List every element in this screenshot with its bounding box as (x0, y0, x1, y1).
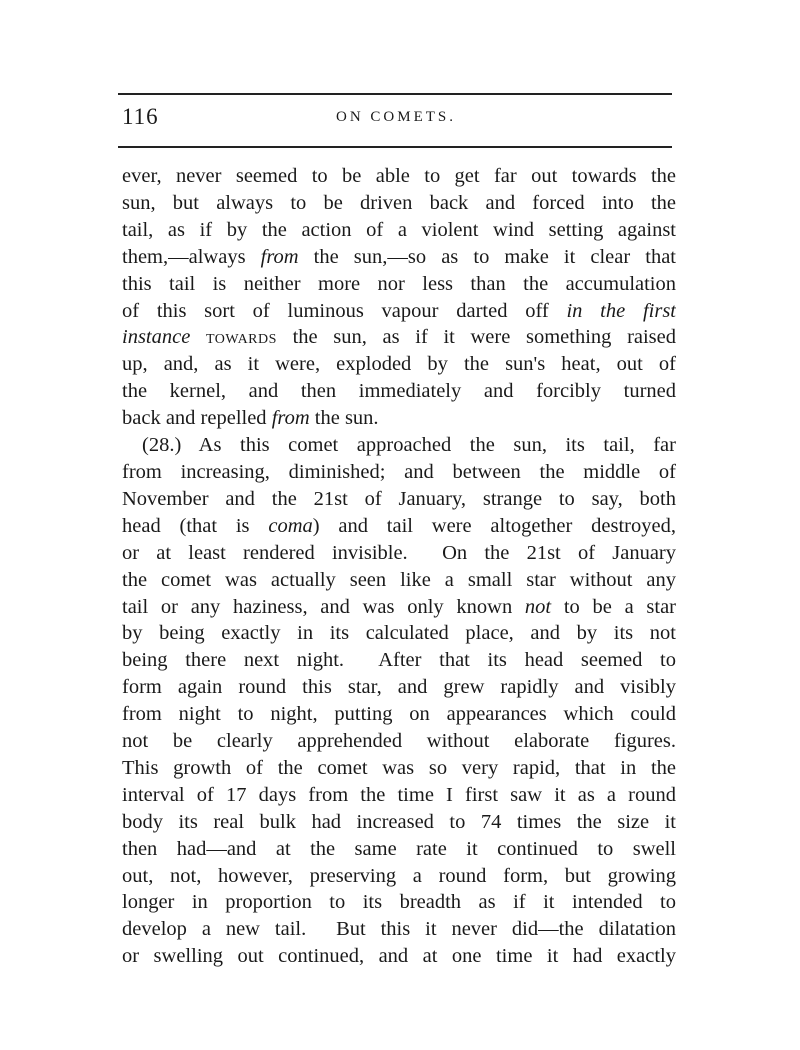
text-line (122, 432, 676, 459)
text-segment: from (260, 245, 299, 268)
header-rule-top (118, 93, 672, 95)
text-line (122, 728, 676, 755)
text-segment: or swelling out continued, and at one time it had exactly (122, 945, 676, 968)
text-line (122, 889, 676, 916)
text-line (122, 916, 676, 943)
text-line (122, 782, 676, 809)
text-segment (190, 326, 206, 348)
text-segment: towards (206, 326, 277, 349)
text-segment: them,—always (122, 245, 261, 268)
text-segment: This growth of the comet was so very rapid, that in the (122, 756, 676, 779)
text-line (122, 863, 676, 890)
text-segment: body its real bulk had increased to 74 times the size it (122, 810, 676, 833)
text-segment: coma (268, 514, 313, 537)
page-header (120, 104, 672, 134)
text-line (122, 486, 676, 513)
text-segment: by being exactly in its calculated place, and by its not (122, 622, 676, 645)
text-segment: ) and tail were altogether destroyed, (312, 514, 676, 537)
body-text (122, 163, 676, 970)
text-line (122, 244, 676, 271)
text-segment: tail or any haziness, and was only known (122, 595, 525, 618)
text-line (122, 298, 676, 325)
text-segment: from increasing, diminished; and between the middle of (122, 460, 676, 483)
text-segment: ever, never seemed to be able to get far out towards the (122, 165, 676, 187)
text-line (122, 836, 676, 863)
text-line (122, 620, 676, 647)
text-segment: from night to night, putting on appearances which could (122, 703, 676, 726)
text-segment: form again round this star, and grew rapidly and visibly (122, 676, 676, 699)
text-line (122, 674, 676, 701)
text-segment: longer in proportion to its breadth as if it intended to (122, 891, 676, 914)
text-segment: in the first (566, 299, 676, 322)
text-line (122, 324, 676, 351)
text-line (122, 943, 676, 970)
text-line (122, 809, 676, 836)
text-line (122, 513, 676, 540)
text-segment: the sun,—so as to make it clear that (298, 245, 676, 268)
text-segment: sun, but always to be driven back and forced into the (122, 191, 676, 214)
running-head: ON COMETS. (335, 109, 456, 125)
text-segment: the sun, as if it were something raised (276, 326, 676, 349)
text-line (122, 351, 676, 378)
text-segment: or at least rendered invisible. On the 21st of January (122, 541, 676, 564)
text-segment: November and the 21st of January, strange to say, both (122, 487, 676, 510)
text-segment: then had—and at the same rate it continued to swell (122, 837, 676, 860)
text-segment: not (524, 595, 552, 618)
text-segment: this tail is neither more nor less than the accumulation (122, 272, 676, 295)
text-line (122, 540, 676, 567)
text-segment: the kernel, and then immediately and forcibly turned (122, 380, 676, 403)
text-segment: up, and, as it were, exploded by the sun's heat, out of (122, 353, 676, 376)
text-segment: the comet was actually seen like a small star without any (122, 568, 676, 591)
page-number: 116 (122, 104, 159, 129)
text-line (122, 163, 676, 190)
text-line (122, 217, 676, 244)
text-segment: out, not, however, preserving a round form, but growing (122, 864, 676, 887)
text-segment: develop a new tail. But this it never did—the dilatation (122, 918, 676, 941)
text-line (122, 405, 676, 432)
text-segment: head (that is (122, 514, 269, 537)
text-segment: not be clearly apprehended without elaborate figures. (122, 730, 676, 753)
text-line (122, 701, 676, 728)
text-segment: to be a star (551, 595, 676, 618)
text-segment: tail, as if by the action of a violent wind setting against (122, 218, 676, 241)
text-segment: of this sort of luminous vapour darted off (122, 299, 567, 322)
text-segment: back and repelled (122, 407, 272, 430)
text-line (122, 459, 676, 486)
text-segment: being there next night. After that its head seemed to (122, 649, 676, 672)
text-line (122, 567, 676, 594)
text-line (122, 647, 676, 674)
text-segment: the sun. (309, 407, 379, 430)
text-line (122, 271, 676, 298)
header-rule-bottom (118, 146, 672, 148)
text-line (122, 190, 676, 217)
text-segment: from (271, 407, 310, 430)
text-segment: interval of 17 days from the time I first saw it as a round (122, 783, 676, 806)
text-line (122, 594, 676, 621)
text-line (122, 755, 676, 782)
text-segment: (28.) As this comet approached the sun, its tail, far (142, 434, 676, 457)
text-line (122, 378, 676, 405)
text-segment: instance (122, 326, 191, 349)
